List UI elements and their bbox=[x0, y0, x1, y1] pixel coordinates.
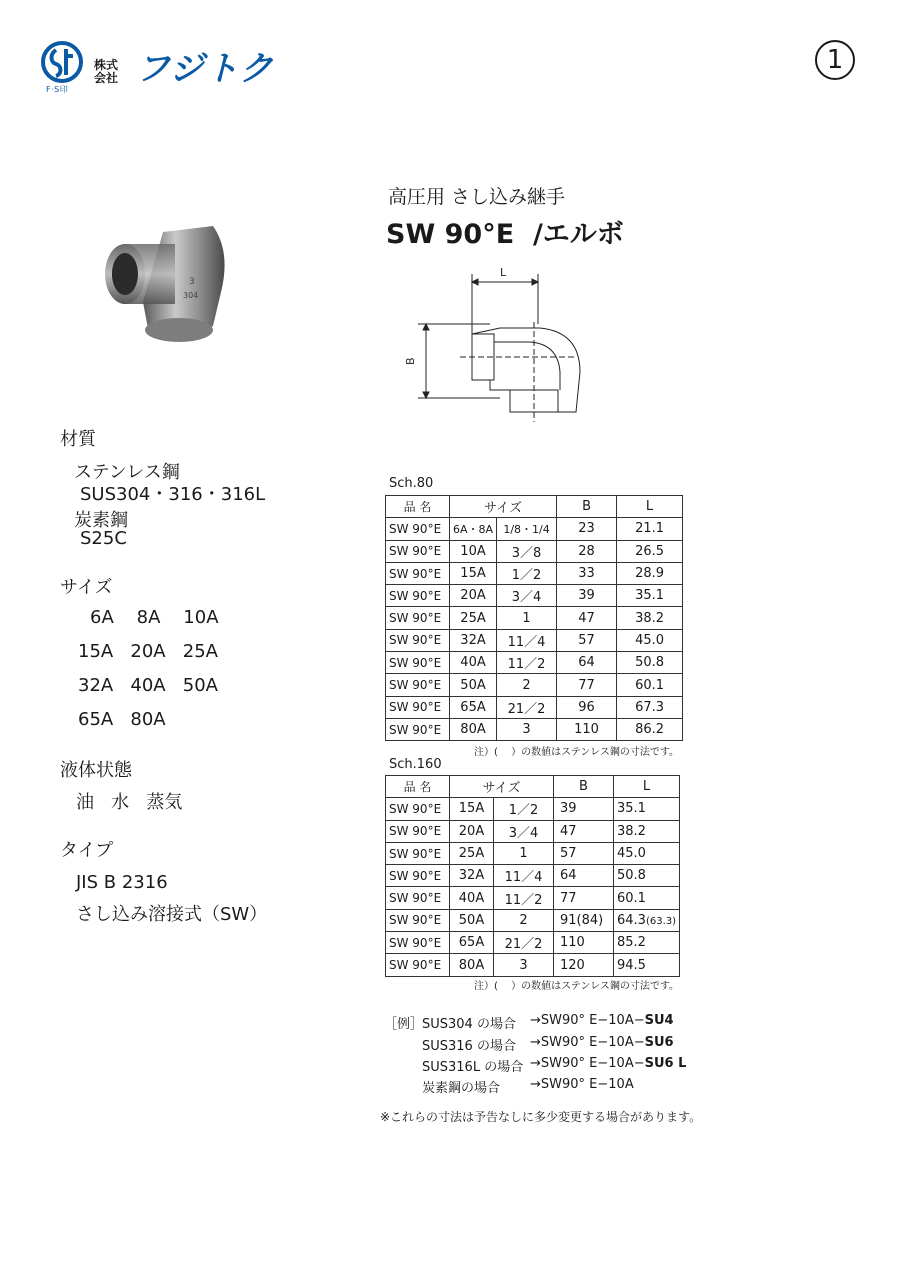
cell-size-a: 25A bbox=[450, 607, 497, 629]
cell-name: SW 90°E bbox=[386, 718, 450, 740]
logo-company-name: フジトク bbox=[136, 49, 274, 89]
table-header-row bbox=[386, 776, 680, 798]
cell-size-a: 32A bbox=[450, 629, 497, 651]
table-row bbox=[386, 562, 683, 584]
cell-name: SW 90°E bbox=[386, 629, 450, 651]
example-code-text: →SW90° E−10A− bbox=[530, 1056, 645, 1071]
cell-b: 77 bbox=[557, 674, 617, 696]
cell-l: 60.1 bbox=[617, 674, 683, 696]
example-code-text: →SW90° E−10A− bbox=[530, 1013, 645, 1028]
sch80-label: Sch.80 bbox=[389, 476, 434, 491]
example-code bbox=[530, 1035, 674, 1050]
cell-b: 96 bbox=[557, 696, 617, 718]
cell-name: SW 90°E bbox=[386, 887, 450, 909]
size-heading: サイズ bbox=[60, 577, 113, 598]
example-code bbox=[530, 1077, 634, 1092]
cell-size-inch: 1／2 bbox=[497, 562, 557, 584]
example-code-text: →SW90° E−10A− bbox=[530, 1035, 645, 1050]
cell-size-inch: 3 bbox=[494, 954, 554, 976]
table-row bbox=[386, 718, 683, 740]
size-row: 65A 80A bbox=[78, 709, 166, 730]
cell-b bbox=[554, 909, 614, 931]
cell-size-inch: 3 bbox=[497, 718, 557, 740]
fluid-heading: 液体状態 bbox=[60, 760, 132, 781]
fs-logo-mark-icon bbox=[40, 40, 84, 84]
table-row bbox=[386, 842, 680, 864]
table-row bbox=[386, 954, 680, 976]
cell-l: 26.5 bbox=[617, 540, 683, 562]
cell-size-a: 25A bbox=[450, 842, 494, 864]
example-label: SUS316 の場合 bbox=[422, 1039, 516, 1054]
cell-size-inch: 1 bbox=[497, 607, 557, 629]
table-row bbox=[386, 674, 683, 696]
cell-size-a: 40A bbox=[450, 652, 497, 674]
cell-size-inch: 3／4 bbox=[497, 585, 557, 607]
cell-b: 23 bbox=[557, 518, 617, 540]
cell-b: 77 bbox=[554, 887, 614, 909]
cell-size-inch: 21／2 bbox=[497, 696, 557, 718]
dim-b-label: B bbox=[404, 357, 417, 365]
company-logo bbox=[40, 40, 280, 100]
cell-size-inch: 2 bbox=[497, 674, 557, 696]
cell-size-inch: 11／4 bbox=[494, 865, 554, 887]
svg-text:3: 3 bbox=[189, 277, 195, 287]
example-row bbox=[422, 1013, 516, 1032]
col-name-header: 品 名 bbox=[386, 776, 450, 798]
cell-name: SW 90°E bbox=[386, 674, 450, 696]
cell-b: 47 bbox=[554, 820, 614, 842]
table-row bbox=[386, 696, 683, 718]
cell-l: 50.8 bbox=[617, 652, 683, 674]
cell-name: SW 90°E bbox=[386, 865, 450, 887]
cell-l-value: 64.3 bbox=[617, 912, 646, 928]
sch160-label: Sch.160 bbox=[389, 757, 442, 772]
carbon-label: 炭素鋼 bbox=[74, 510, 128, 531]
cell-size-inch: 11／2 bbox=[497, 652, 557, 674]
cell-b-paren: (84) bbox=[576, 912, 604, 928]
cell-b: 39 bbox=[554, 798, 614, 820]
cell-l: 21.1 bbox=[617, 518, 683, 540]
cell-size-inch: 1 bbox=[494, 842, 554, 864]
cell-l: 38.2 bbox=[617, 607, 683, 629]
cell-size-a: 15A bbox=[450, 562, 497, 584]
size-row: 6A 8A 10A bbox=[90, 607, 219, 628]
col-l-header: L bbox=[614, 776, 680, 798]
cell-l: 35.1 bbox=[614, 798, 680, 820]
material-heading: 材質 bbox=[60, 429, 96, 450]
dimension-drawing bbox=[400, 262, 600, 432]
logo-corp-text: 株式 会社 bbox=[94, 58, 119, 85]
example-suffix: SU4 bbox=[644, 1013, 674, 1028]
cell-size-inch: 21／2 bbox=[494, 932, 554, 954]
cell-size-a: 32A bbox=[450, 865, 494, 887]
size-row: 15A 20A 25A bbox=[78, 641, 218, 662]
cell-b: 64 bbox=[554, 865, 614, 887]
table-row bbox=[386, 865, 680, 887]
cell-size-a: 20A bbox=[450, 820, 494, 842]
col-size-header: サイズ bbox=[450, 496, 557, 518]
cell-b: 39 bbox=[557, 585, 617, 607]
sch80-note: 注）( ）の数値はステンレス鋼の寸法です。 bbox=[474, 747, 680, 758]
cell-b: 57 bbox=[557, 629, 617, 651]
cell-name: SW 90°E bbox=[386, 607, 450, 629]
table-row bbox=[386, 820, 680, 842]
type-heading: タイプ bbox=[60, 840, 114, 861]
cell-size-inch: 11／2 bbox=[494, 887, 554, 909]
col-size-header: サイズ bbox=[450, 776, 554, 798]
cell-b: 110 bbox=[557, 718, 617, 740]
table-row bbox=[386, 932, 680, 954]
example-label: SUS316L の場合 bbox=[422, 1060, 524, 1075]
cell-size-a: 6A・8A bbox=[450, 518, 497, 540]
example-code-text: →SW90° E−10A bbox=[530, 1077, 634, 1092]
table-row bbox=[386, 607, 683, 629]
example-row bbox=[422, 1035, 516, 1054]
cell-name: SW 90°E bbox=[386, 562, 450, 584]
cell-b: 33 bbox=[557, 562, 617, 584]
example-row bbox=[422, 1056, 523, 1075]
dim-l-label: L bbox=[500, 266, 507, 279]
svg-text:304: 304 bbox=[183, 291, 199, 300]
carbon-grade: S25C bbox=[80, 528, 127, 549]
cell-b: 120 bbox=[554, 954, 614, 976]
table-row bbox=[386, 887, 680, 909]
cell-b: 47 bbox=[557, 607, 617, 629]
fluid-values: 油 水 蒸気 bbox=[76, 792, 183, 813]
cell-l: 86.2 bbox=[617, 718, 683, 740]
cell-l: 28.9 bbox=[617, 562, 683, 584]
table-row bbox=[386, 585, 683, 607]
sch80-table bbox=[385, 495, 683, 741]
cell-size-a: 65A bbox=[450, 932, 494, 954]
stainless-grades: SUS304・316・316L bbox=[80, 484, 266, 505]
cell-size-a: 80A bbox=[450, 954, 494, 976]
cell-l: 94.5 bbox=[614, 954, 680, 976]
cell-size-a: 50A bbox=[450, 909, 494, 931]
cell-name: SW 90°E bbox=[386, 518, 450, 540]
cell-name: SW 90°E bbox=[386, 652, 450, 674]
cell-name: SW 90°E bbox=[386, 820, 450, 842]
sch160-table bbox=[385, 775, 680, 977]
cell-b: 64 bbox=[557, 652, 617, 674]
cell-size-a: 15A bbox=[450, 798, 494, 820]
table-header-row bbox=[386, 496, 683, 518]
cell-l: 45.0 bbox=[614, 842, 680, 864]
cell-l: 35.1 bbox=[617, 585, 683, 607]
footnote: ※これらの寸法は予告なしに多少変更する場合があります。 bbox=[380, 1110, 702, 1124]
table-row bbox=[386, 540, 683, 562]
cell-name: SW 90°E bbox=[386, 696, 450, 718]
table-row bbox=[386, 652, 683, 674]
table-row bbox=[386, 798, 680, 820]
cell-l-paren: (63.3) bbox=[645, 915, 677, 927]
example-code bbox=[530, 1013, 674, 1028]
col-l-header: L bbox=[617, 496, 683, 518]
table-row bbox=[386, 629, 683, 651]
cell-size-inch: 11／4 bbox=[497, 629, 557, 651]
table-row bbox=[386, 909, 680, 931]
example-suffix: SU6 bbox=[644, 1035, 674, 1050]
cell-l: 85.2 bbox=[614, 932, 680, 954]
example-label: SUS304 の場合 bbox=[422, 1017, 516, 1032]
cell-size-a: 80A bbox=[450, 718, 497, 740]
col-b-header: B bbox=[554, 776, 614, 798]
elbow-photo bbox=[103, 222, 235, 344]
page-number: 1 bbox=[815, 40, 855, 80]
example-code bbox=[530, 1056, 686, 1071]
cell-size-a: 65A bbox=[450, 696, 497, 718]
cell-size-inch: 1／2 bbox=[494, 798, 554, 820]
example-row bbox=[422, 1077, 500, 1096]
cell-l: 67.3 bbox=[617, 696, 683, 718]
logo-sub-mark: F·S印 bbox=[46, 85, 69, 94]
product-title: SW 90°E /エルボ bbox=[386, 219, 624, 250]
col-b-header: B bbox=[557, 496, 617, 518]
cell-size-inch: 3／8 bbox=[497, 540, 557, 562]
col-name-header: 品 名 bbox=[386, 496, 450, 518]
cell-size-inch: 3／4 bbox=[494, 820, 554, 842]
cell-b-value: 91 bbox=[560, 912, 577, 928]
cell-name: SW 90°E bbox=[386, 954, 450, 976]
cell-size-a: 40A bbox=[450, 887, 494, 909]
cell-name: SW 90°E bbox=[386, 540, 450, 562]
cell-l: 38.2 bbox=[614, 820, 680, 842]
cell-l: 60.1 bbox=[614, 887, 680, 909]
table-row bbox=[386, 518, 683, 540]
type-description: さし込み溶接式（SW） bbox=[76, 904, 268, 925]
cell-size-inch: 2 bbox=[494, 909, 554, 931]
cell-size-a: 20A bbox=[450, 585, 497, 607]
size-row: 32A 40A 50A bbox=[78, 675, 218, 696]
product-subtitle: 高圧用 さし込み継手 bbox=[388, 186, 566, 208]
cell-size-inch: 1/8・1/4 bbox=[497, 518, 557, 540]
examples-bracket: ［例］ bbox=[384, 1017, 424, 1032]
cell-b: 57 bbox=[554, 842, 614, 864]
cell-size-a: 50A bbox=[450, 674, 497, 696]
cell-name: SW 90°E bbox=[386, 585, 450, 607]
cell-name: SW 90°E bbox=[386, 909, 450, 931]
stainless-label: ステンレス鋼 bbox=[74, 462, 180, 483]
cell-l: 45.0 bbox=[617, 629, 683, 651]
cell-l bbox=[614, 909, 680, 931]
sch160-note: 注）( ）の数値はステンレス鋼の寸法です。 bbox=[474, 981, 680, 992]
cell-b: 28 bbox=[557, 540, 617, 562]
example-suffix: SU6 L bbox=[644, 1056, 687, 1071]
cell-l: 50.8 bbox=[614, 865, 680, 887]
cell-name: SW 90°E bbox=[386, 842, 450, 864]
example-label: 炭素鋼の場合 bbox=[422, 1081, 501, 1096]
cell-name: SW 90°E bbox=[386, 932, 450, 954]
cell-name: SW 90°E bbox=[386, 798, 450, 820]
type-standard: JIS B 2316 bbox=[76, 872, 168, 893]
cell-b: 110 bbox=[554, 932, 614, 954]
cell-size-a: 10A bbox=[450, 540, 497, 562]
